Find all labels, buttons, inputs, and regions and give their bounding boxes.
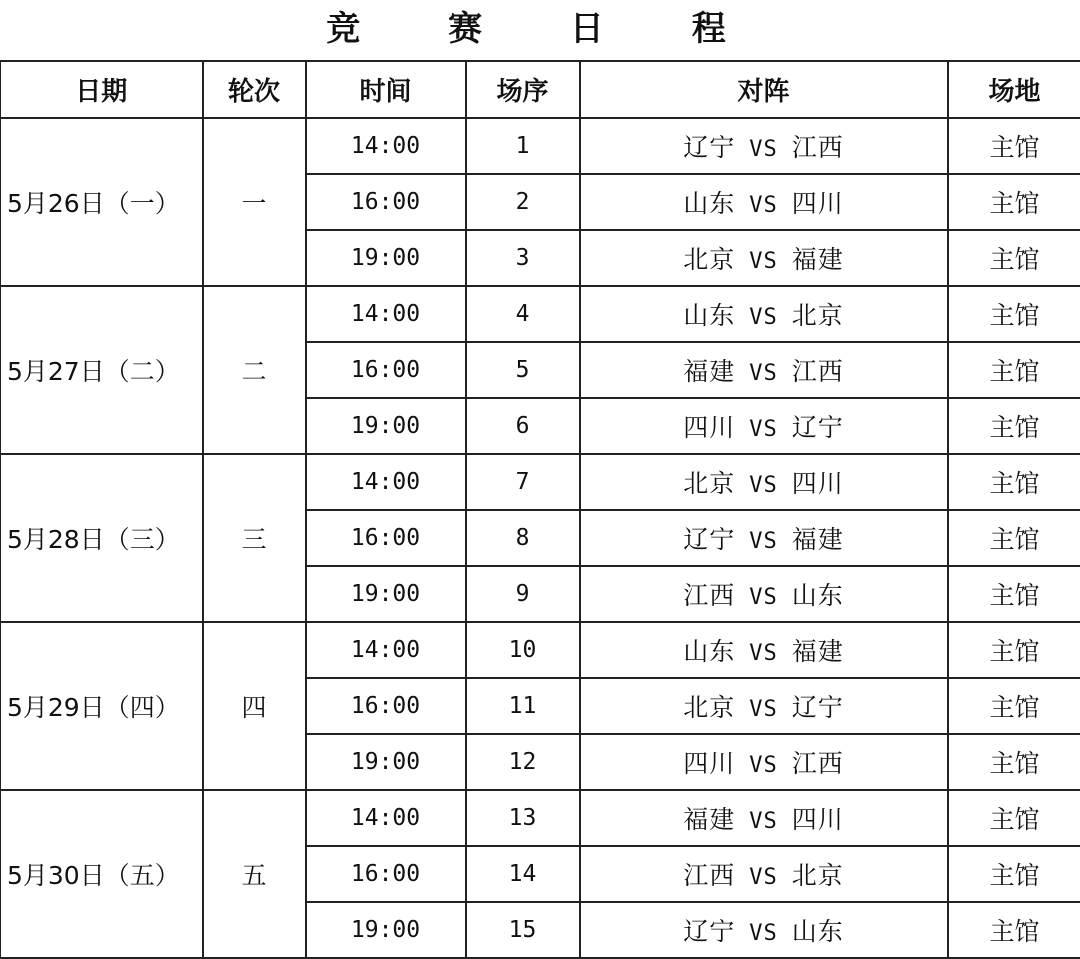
away-team: 江西 bbox=[792, 749, 844, 778]
schedule-table bbox=[0, 60, 1080, 959]
away-team: 江西 bbox=[792, 357, 844, 386]
round-cell: 一 bbox=[203, 118, 306, 286]
game-number-cell: 7 bbox=[466, 454, 580, 510]
header-time: 时间 bbox=[306, 61, 466, 118]
game-number-cell: 5 bbox=[466, 342, 580, 398]
game-number-cell: 6 bbox=[466, 398, 580, 454]
vs-label: VS bbox=[735, 361, 792, 386]
home-team: 山东 bbox=[683, 637, 735, 666]
matchup-cell bbox=[580, 398, 948, 454]
venue-cell: 主馆 bbox=[948, 566, 1080, 622]
vs-label: VS bbox=[735, 137, 792, 162]
home-team: 江西 bbox=[683, 861, 735, 890]
venue-cell: 主馆 bbox=[948, 118, 1080, 174]
game-number-cell: 10 bbox=[466, 622, 580, 678]
away-team: 山东 bbox=[792, 917, 844, 946]
game-number-cell: 8 bbox=[466, 510, 580, 566]
round-cell: 三 bbox=[203, 454, 306, 622]
time-cell: 14:00 bbox=[306, 622, 466, 678]
home-team: 福建 bbox=[683, 357, 735, 386]
date-cell: 5月28日（三） bbox=[1, 454, 203, 622]
time-cell: 19:00 bbox=[306, 398, 466, 454]
game-number-cell: 15 bbox=[466, 902, 580, 958]
venue-cell: 主馆 bbox=[948, 790, 1080, 846]
vs-label: VS bbox=[735, 417, 792, 442]
game-number-cell: 3 bbox=[466, 230, 580, 286]
venue-cell: 主馆 bbox=[948, 174, 1080, 230]
venue-cell: 主馆 bbox=[948, 902, 1080, 958]
game-number-cell: 4 bbox=[466, 286, 580, 342]
table-row bbox=[1, 118, 1080, 174]
home-team: 北京 bbox=[683, 693, 735, 722]
date-cell: 5月29日（四） bbox=[1, 622, 203, 790]
matchup-cell bbox=[580, 622, 948, 678]
game-number-cell: 14 bbox=[466, 846, 580, 902]
away-team: 北京 bbox=[792, 861, 844, 890]
vs-label: VS bbox=[735, 305, 792, 330]
date-cell: 5月30日（五） bbox=[1, 790, 203, 958]
venue-cell: 主馆 bbox=[948, 734, 1080, 790]
vs-label: VS bbox=[735, 641, 792, 666]
time-cell: 14:00 bbox=[306, 286, 466, 342]
vs-label: VS bbox=[735, 753, 792, 778]
matchup-cell bbox=[580, 734, 948, 790]
matchup-cell bbox=[580, 286, 948, 342]
time-cell: 19:00 bbox=[306, 734, 466, 790]
venue-cell: 主馆 bbox=[948, 230, 1080, 286]
venue-cell: 主馆 bbox=[948, 510, 1080, 566]
time-cell: 16:00 bbox=[306, 342, 466, 398]
table-row bbox=[1, 622, 1080, 678]
table-header-row bbox=[1, 61, 1080, 118]
matchup-cell bbox=[580, 846, 948, 902]
header-seq: 场序 bbox=[466, 61, 580, 118]
away-team: 四川 bbox=[792, 469, 844, 498]
home-team: 北京 bbox=[683, 469, 735, 498]
away-team: 辽宁 bbox=[792, 413, 844, 442]
time-cell: 16:00 bbox=[306, 174, 466, 230]
vs-label: VS bbox=[735, 697, 792, 722]
matchup-cell bbox=[580, 454, 948, 510]
time-cell: 14:00 bbox=[306, 454, 466, 510]
vs-label: VS bbox=[735, 921, 792, 946]
round-cell: 二 bbox=[203, 286, 306, 454]
home-team: 四川 bbox=[683, 749, 735, 778]
time-cell: 14:00 bbox=[306, 790, 466, 846]
matchup-cell bbox=[580, 510, 948, 566]
matchup-cell bbox=[580, 230, 948, 286]
home-team: 北京 bbox=[683, 245, 735, 274]
home-team: 福建 bbox=[683, 805, 735, 834]
vs-label: VS bbox=[735, 473, 792, 498]
schedule-body bbox=[1, 118, 1080, 958]
date-cell: 5月27日（二） bbox=[1, 286, 203, 454]
vs-label: VS bbox=[735, 865, 792, 890]
game-number-cell: 2 bbox=[466, 174, 580, 230]
vs-label: VS bbox=[735, 529, 792, 554]
home-team: 四川 bbox=[683, 413, 735, 442]
matchup-cell bbox=[580, 118, 948, 174]
vs-label: VS bbox=[735, 193, 792, 218]
venue-cell: 主馆 bbox=[948, 454, 1080, 510]
venue-cell: 主馆 bbox=[948, 678, 1080, 734]
away-team: 四川 bbox=[792, 805, 844, 834]
vs-label: VS bbox=[735, 585, 792, 610]
header-venue: 场地 bbox=[948, 61, 1080, 118]
matchup-cell bbox=[580, 790, 948, 846]
round-cell: 四 bbox=[203, 622, 306, 790]
matchup-cell bbox=[580, 678, 948, 734]
time-cell: 16:00 bbox=[306, 678, 466, 734]
home-team: 江西 bbox=[683, 581, 735, 610]
header-round: 轮次 bbox=[203, 61, 306, 118]
venue-cell: 主馆 bbox=[948, 286, 1080, 342]
matchup-cell bbox=[580, 902, 948, 958]
away-team: 辽宁 bbox=[792, 693, 844, 722]
table-row bbox=[1, 454, 1080, 510]
away-team: 福建 bbox=[792, 525, 844, 554]
game-number-cell: 11 bbox=[466, 678, 580, 734]
page-title: 竞 赛 日 程 bbox=[0, 0, 1080, 58]
away-team: 江西 bbox=[792, 133, 844, 162]
home-team: 山东 bbox=[683, 301, 735, 330]
table-row bbox=[1, 286, 1080, 342]
home-team: 辽宁 bbox=[683, 133, 735, 162]
vs-label: VS bbox=[735, 809, 792, 834]
round-cell: 五 bbox=[203, 790, 306, 958]
home-team: 辽宁 bbox=[683, 917, 735, 946]
matchup-cell bbox=[580, 342, 948, 398]
table-row bbox=[1, 790, 1080, 846]
time-cell: 14:00 bbox=[306, 118, 466, 174]
away-team: 山东 bbox=[792, 581, 844, 610]
venue-cell: 主馆 bbox=[948, 398, 1080, 454]
date-cell: 5月26日（一） bbox=[1, 118, 203, 286]
game-number-cell: 12 bbox=[466, 734, 580, 790]
away-team: 北京 bbox=[792, 301, 844, 330]
time-cell: 19:00 bbox=[306, 230, 466, 286]
matchup-cell bbox=[580, 174, 948, 230]
header-match: 对阵 bbox=[580, 61, 948, 118]
time-cell: 16:00 bbox=[306, 846, 466, 902]
time-cell: 19:00 bbox=[306, 566, 466, 622]
venue-cell: 主馆 bbox=[948, 622, 1080, 678]
venue-cell: 主馆 bbox=[948, 846, 1080, 902]
game-number-cell: 9 bbox=[466, 566, 580, 622]
game-number-cell: 1 bbox=[466, 118, 580, 174]
time-cell: 19:00 bbox=[306, 902, 466, 958]
home-team: 山东 bbox=[683, 189, 735, 218]
away-team: 福建 bbox=[792, 245, 844, 274]
time-cell: 16:00 bbox=[306, 510, 466, 566]
header-date: 日期 bbox=[1, 61, 203, 118]
home-team: 辽宁 bbox=[683, 525, 735, 554]
matchup-cell bbox=[580, 566, 948, 622]
away-team: 四川 bbox=[792, 189, 844, 218]
venue-cell: 主馆 bbox=[948, 342, 1080, 398]
game-number-cell: 13 bbox=[466, 790, 580, 846]
away-team: 福建 bbox=[792, 637, 844, 666]
vs-label: VS bbox=[735, 249, 792, 274]
